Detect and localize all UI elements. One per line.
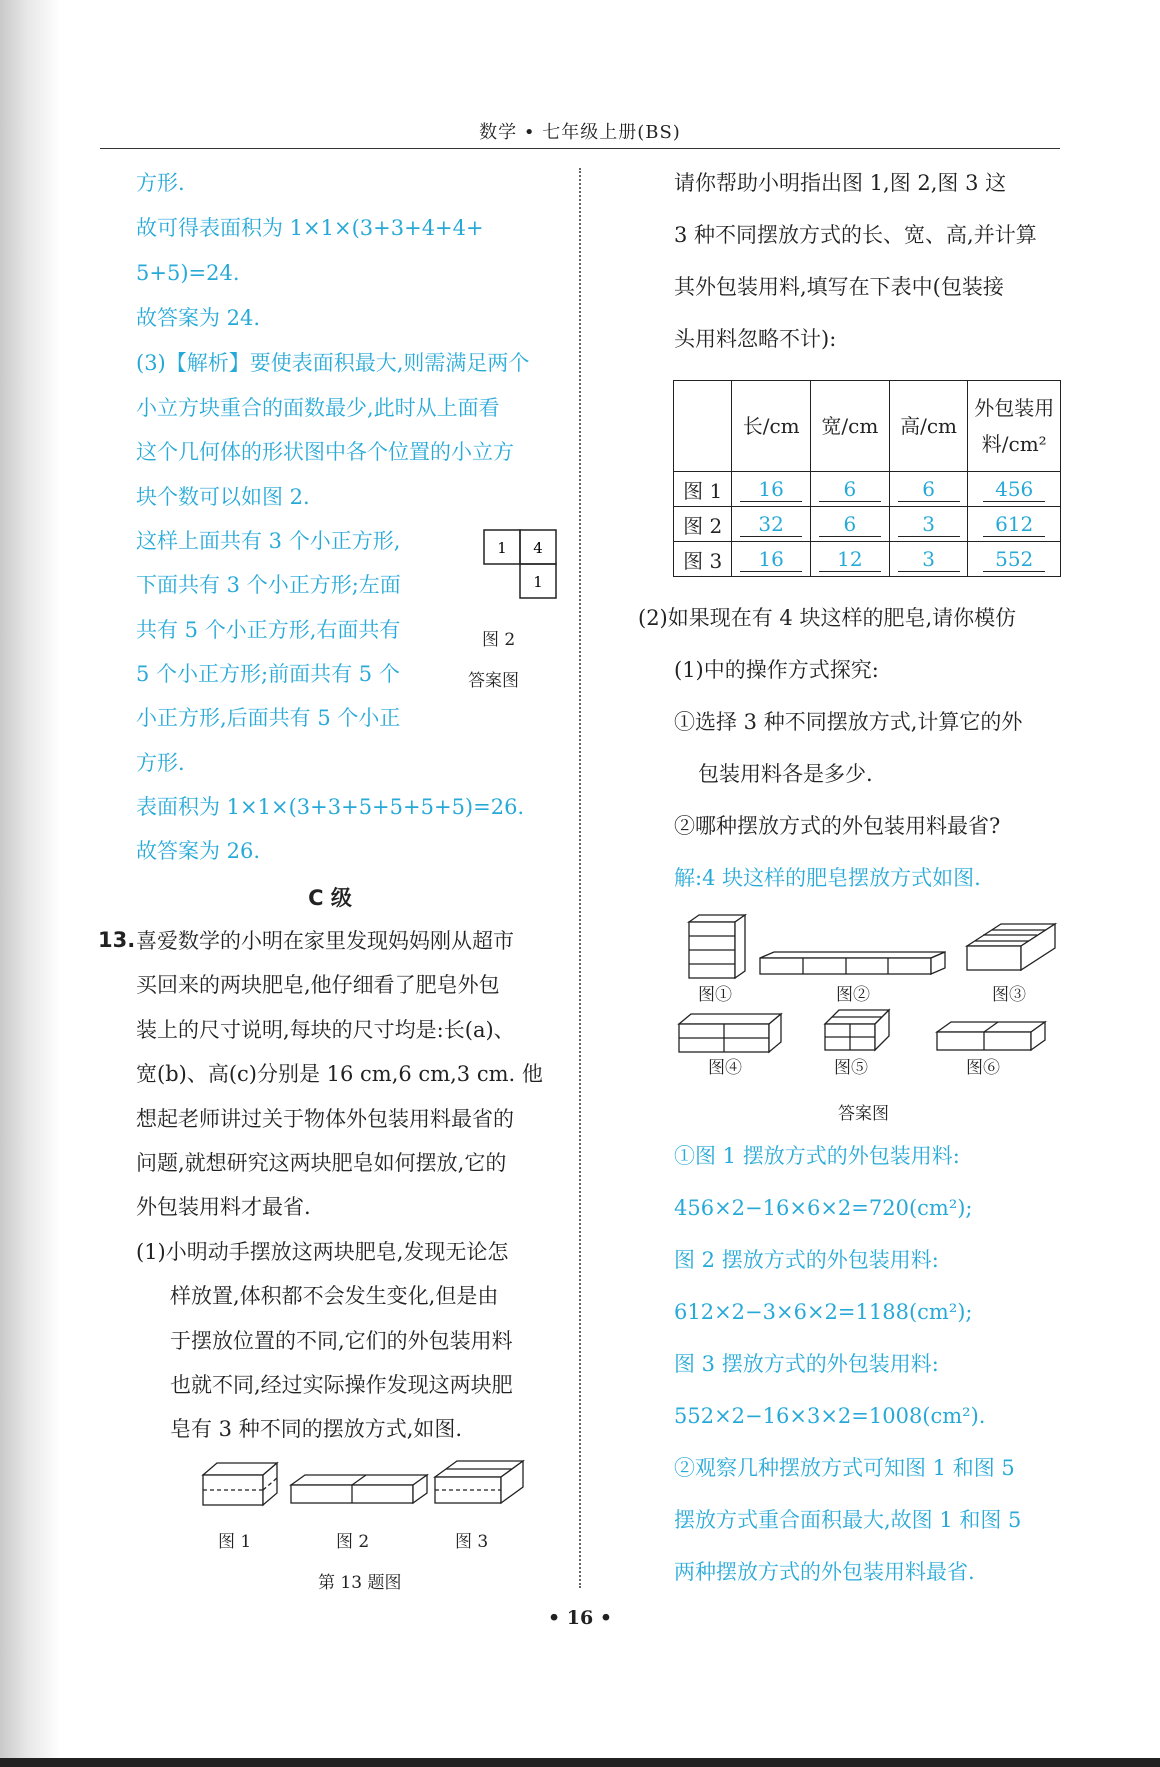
left-text-line: 想起老师讲过关于物体外包装用料最省的 bbox=[136, 1107, 514, 1131]
left-text-line: (3)【解析】要使表面积最大,则需满足两个 bbox=[136, 351, 530, 375]
answer-caption-3: 图③ bbox=[992, 985, 1026, 1005]
left-text-line: 共有 5 个小正方形,右面共有 bbox=[136, 618, 401, 642]
table-cell: 6 bbox=[819, 512, 881, 537]
left-text-line: 外包装用料才最省. bbox=[136, 1195, 311, 1219]
fig2-caption: 图 2 bbox=[482, 630, 516, 650]
q13-caption-3: 图 3 bbox=[455, 1532, 489, 1552]
left-text-line: 于摆放位置的不同,它们的外包装用料 bbox=[170, 1329, 513, 1353]
table-header: 宽/cm bbox=[811, 381, 890, 472]
table-header-line: 外包装用 bbox=[974, 396, 1055, 420]
right-text-line: 图 3 摆放方式的外包装用料: bbox=[674, 1352, 939, 1376]
table-cell: 12 bbox=[819, 547, 881, 572]
table-cell: 16 bbox=[740, 477, 802, 502]
left-text-line: 小正方形,后面共有 5 个小正 bbox=[136, 706, 401, 730]
table-row-label: 图 3 bbox=[674, 542, 732, 577]
right-text-line: 包装用料各是多少. bbox=[698, 762, 873, 786]
left-text-line: 问题,就想研究这两块肥皂如何摆放,它的 bbox=[136, 1151, 507, 1175]
table-cell: 32 bbox=[740, 512, 802, 537]
right-text-line: 摆放方式重合面积最大,故图 1 和图 5 bbox=[674, 1508, 1022, 1532]
right-text-line: 3 种不同摆放方式的长、宽、高,并计算 bbox=[674, 223, 1037, 247]
left-text-line: 样放置,体积都不会发生变化,但是由 bbox=[170, 1284, 499, 1308]
table-header-line: 料/cm² bbox=[981, 432, 1047, 456]
left-text-line: (1)小明动手摆放这两块肥皂,发现无论怎 bbox=[136, 1240, 509, 1264]
table-cell: 3 bbox=[898, 547, 960, 572]
right-text-line: 两种摆放方式的外包装用料最省. bbox=[674, 1560, 975, 1584]
table-header bbox=[968, 381, 1061, 472]
left-text-line: 块个数可以如图 2. bbox=[136, 485, 310, 509]
table-cell: 6 bbox=[898, 477, 960, 502]
left-text-line: 喜爱数学的小明在家里发现妈妈刚从超市 bbox=[136, 929, 514, 953]
right-text-line: ②哪种摆放方式的外包装用料最省? bbox=[674, 814, 1001, 838]
table-cell: 6 bbox=[819, 477, 881, 502]
table-row-label: 图 2 bbox=[674, 507, 732, 542]
answer-caption-6: 图⑥ bbox=[966, 1058, 1000, 1078]
table-cell: 456 bbox=[983, 477, 1045, 502]
left-text-line: 5 个小正方形;前面共有 5 个 bbox=[136, 662, 400, 686]
right-text-line: ①图 1 摆放方式的外包装用料: bbox=[674, 1144, 960, 1168]
table-row bbox=[674, 542, 1061, 577]
table-header-empty bbox=[674, 381, 732, 472]
table-row bbox=[674, 472, 1061, 507]
right-text-line: 请你帮助小明指出图 1,图 2,图 3 这 bbox=[674, 171, 1007, 195]
table-header: 高/cm bbox=[889, 381, 968, 472]
table-row-label: 图 1 bbox=[674, 472, 732, 507]
left-text-line: 小立方块重合的面数最少,此时从上面看 bbox=[136, 396, 500, 420]
right-text-line: 552×2−16×3×2=1008(cm²). bbox=[674, 1404, 986, 1428]
page-edge-shadow bbox=[0, 0, 60, 1767]
fig2-subcaption: 答案图 bbox=[468, 671, 519, 691]
left-text-line: 5+5)=24. bbox=[136, 261, 240, 285]
answer-caption-2: 图② bbox=[836, 985, 870, 1005]
q13-figure bbox=[195, 1455, 535, 1513]
right-text-line: 解:4 块这样的肥皂摆放方式如图. bbox=[674, 866, 981, 890]
q13-caption-1: 图 1 bbox=[218, 1532, 252, 1552]
left-text-line: 买回来的两块肥皂,他仔细看了肥皂外包 bbox=[136, 973, 500, 997]
table-cell: 552 bbox=[983, 547, 1045, 572]
dimension-table bbox=[673, 380, 1061, 577]
table-cell: 612 bbox=[983, 512, 1045, 537]
table-row bbox=[674, 507, 1061, 542]
left-text-line: 这个几何体的形状图中各个位置的小立方 bbox=[136, 440, 514, 464]
bottom-bar bbox=[0, 1758, 1160, 1767]
left-text-line: 这样上面共有 3 个小正方形, bbox=[136, 529, 401, 553]
left-text-line: 故答案为 24. bbox=[136, 306, 261, 330]
right-text-line: ②观察几种摆放方式可知图 1 和图 5 bbox=[674, 1456, 1015, 1480]
left-text-line: 也就不同,经过实际操作发现这两块肥 bbox=[170, 1373, 513, 1397]
q13-figure-title: 第 13 题图 bbox=[318, 1573, 402, 1593]
left-text-line: 方形. bbox=[136, 751, 185, 775]
column-divider bbox=[579, 168, 581, 1588]
right-text-line: 头用料忽略不计): bbox=[674, 327, 837, 351]
left-text-line: 故答案为 26. bbox=[136, 839, 261, 863]
right-text-line: 456×2−16×6×2=720(cm²); bbox=[674, 1196, 973, 1220]
header-rule bbox=[100, 148, 1060, 149]
right-text-line: 其外包装用料,填写在下表中(包装接 bbox=[674, 275, 1004, 299]
page-number: • 16 • bbox=[548, 1607, 612, 1629]
answer-caption-4: 图④ bbox=[708, 1058, 742, 1078]
page-header: 数学 • 七年级上册(BS) bbox=[479, 122, 681, 143]
fig2-cell: 4 bbox=[533, 539, 543, 557]
fig2-cell: 1 bbox=[533, 573, 543, 591]
left-text-line: 方形. bbox=[136, 171, 185, 195]
table-header-row bbox=[674, 381, 1061, 472]
left-text-line: 宽(b)、高(c)分别是 16 cm,6 cm,3 cm. 他 bbox=[136, 1062, 543, 1086]
left-text-line: 皂有 3 种不同的摆放方式,如图. bbox=[170, 1417, 463, 1441]
c-level-title: C 级 bbox=[308, 886, 352, 910]
right-text-line: 612×2−3×6×2=1188(cm²); bbox=[674, 1300, 973, 1324]
question-number: 13. bbox=[98, 928, 136, 952]
left-text-line: 下面共有 3 个小正方形;左面 bbox=[136, 573, 401, 597]
right-text-line: (2)如果现在有 4 块这样的肥皂,请你模仿 bbox=[638, 606, 1017, 630]
table-cell: 16 bbox=[740, 547, 802, 572]
answer-caption-5: 图⑤ bbox=[834, 1058, 868, 1078]
answer-caption-1: 图① bbox=[698, 985, 732, 1005]
fig2-grid bbox=[480, 528, 560, 604]
right-text-line: ①选择 3 种不同摆放方式,计算它的外 bbox=[674, 710, 1023, 734]
table-header: 长/cm bbox=[732, 381, 811, 472]
right-text-line: (1)中的操作方式探究: bbox=[674, 658, 879, 682]
q13-caption-2: 图 2 bbox=[336, 1532, 370, 1552]
table-cell: 3 bbox=[898, 512, 960, 537]
answer-figure-title: 答案图 bbox=[838, 1104, 889, 1124]
fig2-cell: 1 bbox=[497, 539, 507, 557]
left-text-line: 表面积为 1×1×(3+3+5+5+5+5)=26. bbox=[136, 795, 525, 819]
left-text-line: 故可得表面积为 1×1×(3+3+4+4+ bbox=[136, 216, 484, 240]
left-text-line: 装上的尺寸说明,每块的尺寸均是:长(a)、 bbox=[136, 1018, 515, 1042]
right-text-line: 图 2 摆放方式的外包装用料: bbox=[674, 1248, 939, 1272]
